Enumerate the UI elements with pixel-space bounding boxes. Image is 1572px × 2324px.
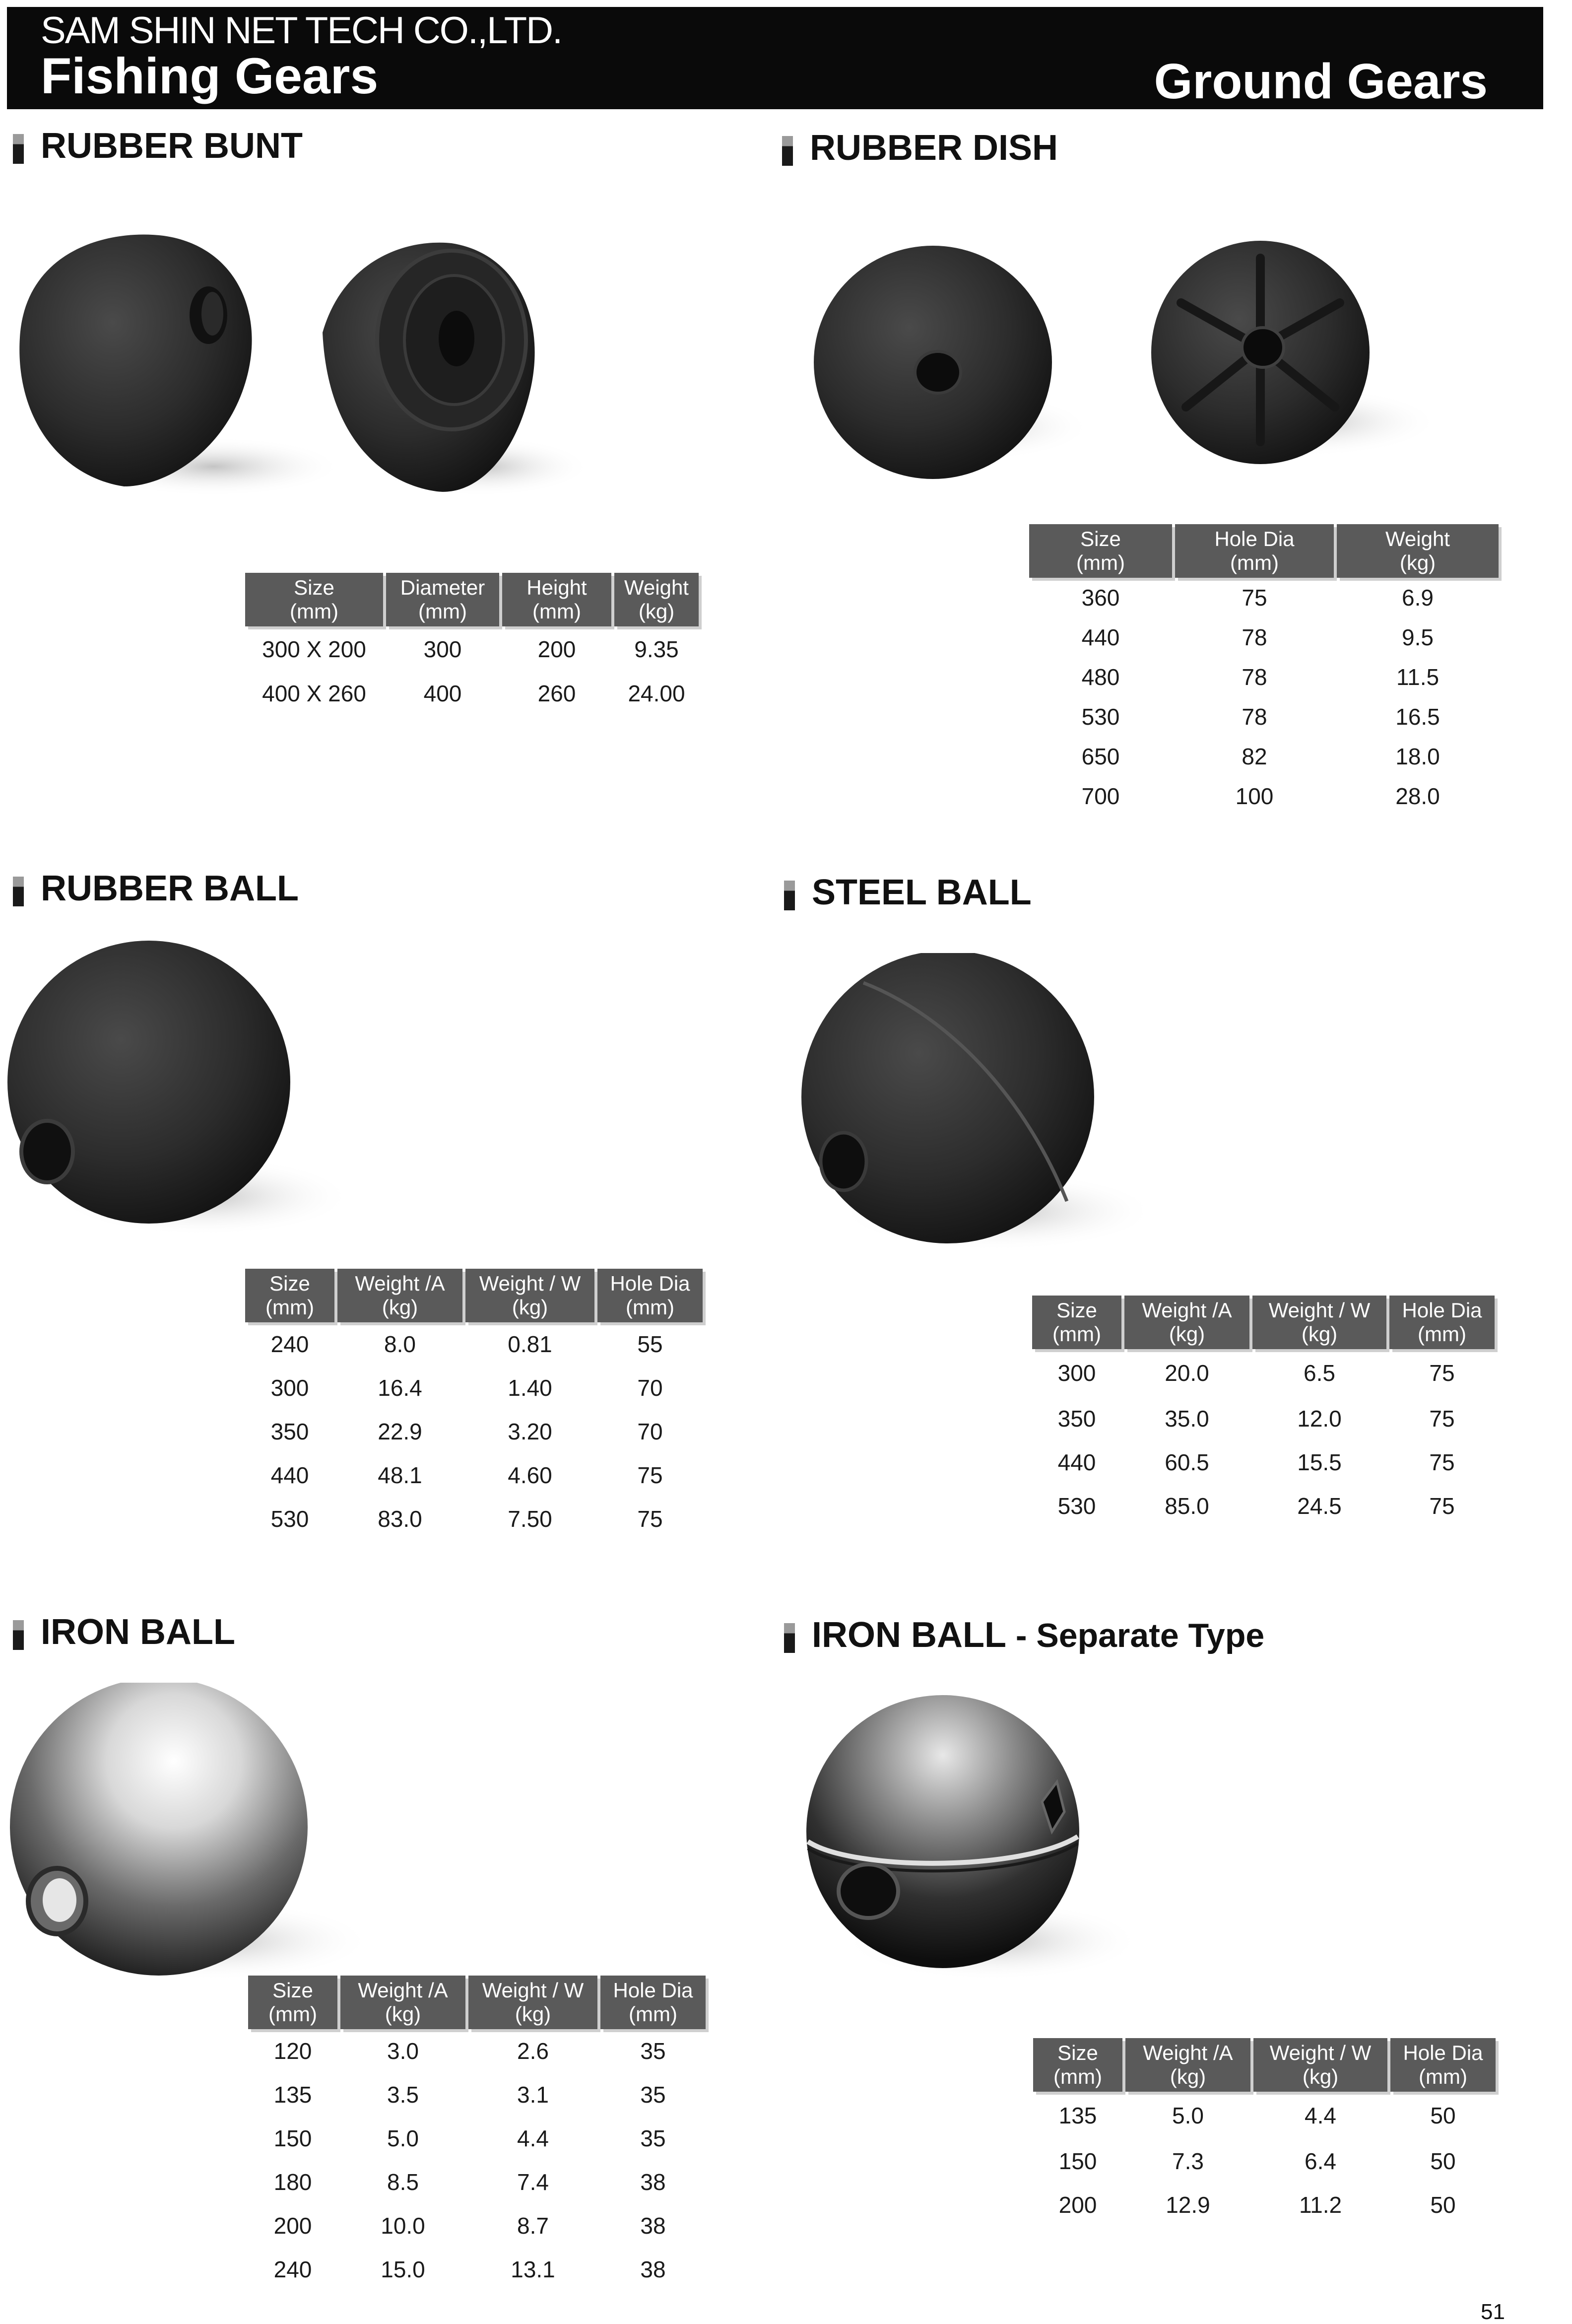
- table-cell: 5.0: [387, 2125, 419, 2151]
- rubber-bunt-spec-table: [242, 573, 702, 715]
- table-cell: 38: [640, 2213, 666, 2239]
- table-cell: 10.0: [381, 2213, 425, 2239]
- table-row: [1029, 697, 1499, 737]
- table-cell: 48.1: [378, 1462, 422, 1488]
- table-cell: 120: [273, 2038, 312, 2064]
- column-header: Height (mm): [502, 573, 611, 626]
- table-cell: 440: [1057, 1449, 1096, 1475]
- table-cell: 350: [1057, 1406, 1096, 1432]
- column-header: Weight (kg): [614, 573, 699, 626]
- table-cell: 75: [637, 1462, 663, 1488]
- table-row: [248, 2160, 706, 2204]
- iron-ball-separate-spec-table: [1030, 2038, 1499, 2227]
- table-cell: 83.0: [378, 1506, 422, 1532]
- column-header: Size (mm): [248, 1976, 337, 2029]
- table-cell: 5.0: [1172, 2103, 1204, 2128]
- column-header: Weight / W (kg): [468, 1976, 597, 2029]
- table-cell: 82: [1242, 744, 1267, 769]
- table-row: [245, 1322, 703, 1366]
- table-row: [1032, 1484, 1495, 1528]
- table-cell: 75: [1429, 1406, 1455, 1432]
- table-cell: 150: [273, 2125, 312, 2151]
- table-cell: 400: [423, 681, 462, 706]
- section-marker-icon: [784, 1623, 795, 1653]
- table-cell: 150: [1058, 2148, 1097, 2174]
- table-cell: 35.0: [1165, 1406, 1209, 1432]
- column-header: Weight /A (kg): [340, 1976, 465, 2029]
- table-cell: 24.00: [628, 681, 685, 706]
- column-header: Size (mm): [245, 573, 383, 626]
- table-row: [1029, 737, 1499, 776]
- table-cell: 300: [1057, 1360, 1096, 1386]
- table-cell: 35: [640, 2038, 666, 2064]
- table-row: [1032, 1440, 1495, 1484]
- section-title: [812, 1617, 1264, 1653]
- table-cell: 350: [270, 1419, 309, 1444]
- table-cell: 11.5: [1396, 664, 1440, 690]
- section-title: RUBBER BALL: [41, 869, 299, 908]
- table-row: [245, 626, 699, 672]
- iron-ball-spec-table: [245, 1976, 709, 2291]
- table-cell: 700: [1081, 783, 1120, 809]
- page-number: 51: [1481, 2300, 1505, 2324]
- column-header: Weight / W (kg): [465, 1269, 594, 1322]
- table-row: [1033, 2139, 1496, 2183]
- table-row: [1033, 2092, 1496, 2139]
- table-row: [248, 2073, 706, 2117]
- table-row: [1029, 657, 1499, 697]
- table-cell: 11.2: [1299, 2192, 1342, 2218]
- table-cell: 85.0: [1165, 1493, 1209, 1519]
- column-header: Size (mm): [1032, 1296, 1121, 1349]
- table-cell: 0.81: [508, 1331, 552, 1357]
- section-marker-icon: [13, 134, 24, 164]
- table-cell: 400 X 260: [262, 681, 366, 706]
- table-cell: 300: [423, 636, 462, 662]
- table-cell: 9.5: [1402, 624, 1434, 650]
- table-cell: 200: [537, 636, 576, 662]
- table-cell: 530: [1081, 704, 1120, 730]
- table-cell: 24.5: [1297, 1493, 1342, 1519]
- column-header: Weight (kg): [1337, 524, 1499, 578]
- column-header: Size (mm): [1029, 524, 1172, 578]
- iron-ball-separate-image: [794, 1693, 1171, 1990]
- table-cell: 240: [270, 1331, 309, 1357]
- steel-ball-spec-table: [1029, 1296, 1498, 1528]
- section-title-suffix: - Separate Type: [1006, 1617, 1265, 1654]
- table-cell: 300 X 200: [262, 636, 366, 662]
- table-row: [1033, 2183, 1496, 2227]
- column-header: Weight /A (kg): [1124, 1296, 1249, 1349]
- section-title: RUBBER DISH: [810, 128, 1058, 168]
- table-row: [1029, 776, 1499, 816]
- table-row: [245, 1497, 703, 1541]
- table-row: [1029, 578, 1499, 617]
- table-row: [245, 1410, 703, 1453]
- section-marker-icon: [782, 136, 793, 166]
- table-cell: 360: [1081, 585, 1120, 611]
- rubber-bunt-image: [5, 208, 590, 516]
- rubber-ball-image: [5, 938, 402, 1256]
- table-cell: 480: [1081, 664, 1120, 690]
- table-cell: 4.4: [1305, 2103, 1336, 2128]
- table-cell: 440: [1081, 624, 1120, 650]
- table-cell: 50: [1430, 2148, 1456, 2174]
- rubber-dish-image: [799, 228, 1474, 506]
- table-cell: 6.5: [1304, 1360, 1335, 1386]
- section-title: RUBBER BUNT: [41, 126, 303, 166]
- table-cell: 440: [270, 1462, 309, 1488]
- column-header: Weight / W (kg): [1253, 2038, 1387, 2092]
- column-header: Diameter (mm): [386, 573, 499, 626]
- iron-ball-image: [5, 1683, 412, 1990]
- table-cell: 240: [273, 2256, 312, 2282]
- column-header: Hole Dia (mm): [600, 1976, 706, 2029]
- table-cell: 13.1: [511, 2256, 555, 2282]
- table-cell: 15.0: [381, 2256, 425, 2282]
- table-cell: 3.1: [517, 2082, 549, 2108]
- table-cell: 1.40: [508, 1375, 552, 1401]
- column-header: Hole Dia (mm): [1390, 2038, 1496, 2092]
- table-cell: 260: [537, 681, 576, 706]
- table-row: [1032, 1397, 1495, 1440]
- table-cell: 180: [273, 2169, 312, 2195]
- rubber-dish-spec-table: [1026, 524, 1502, 816]
- table-cell: 135: [273, 2082, 312, 2108]
- table-cell: 7.4: [517, 2169, 549, 2195]
- page-header: [7, 7, 1543, 109]
- table-cell: 200: [273, 2213, 312, 2239]
- table-cell: 100: [1235, 783, 1274, 809]
- table-cell: 75: [1429, 1493, 1455, 1519]
- table-row: [245, 672, 699, 715]
- table-row: [248, 2248, 706, 2291]
- table-cell: 530: [1057, 1493, 1096, 1519]
- column-header: Weight /A (kg): [1125, 2038, 1250, 2092]
- table-cell: 20.0: [1165, 1360, 1209, 1386]
- section-marker-icon: [13, 877, 24, 906]
- table-cell: 78: [1242, 624, 1267, 650]
- table-cell: 75: [1429, 1449, 1455, 1475]
- table-cell: 530: [270, 1506, 309, 1532]
- table-cell: 38: [640, 2169, 666, 2195]
- table-cell: 35: [640, 2125, 666, 2151]
- table-cell: 7.3: [1172, 2148, 1204, 2174]
- table-cell: 3.20: [508, 1419, 552, 1444]
- column-header: Weight /A (kg): [337, 1269, 462, 1322]
- table-row: [248, 2117, 706, 2160]
- column-header: Size (mm): [245, 1269, 334, 1322]
- table-cell: 35: [640, 2082, 666, 2108]
- catalog-title: Fishing Gears: [41, 48, 379, 104]
- table-cell: 200: [1058, 2192, 1097, 2218]
- table-cell: 16.5: [1395, 704, 1440, 730]
- table-row: [1032, 1349, 1495, 1397]
- table-cell: 8.0: [384, 1331, 416, 1357]
- steel-ball-image: [789, 953, 1196, 1271]
- section-title-main: IRON BALL: [812, 1615, 1006, 1655]
- table-row: [245, 1453, 703, 1497]
- table-cell: 16.4: [378, 1375, 422, 1401]
- rubber-ball-spec-table: [242, 1269, 706, 1541]
- column-header: Size (mm): [1033, 2038, 1122, 2092]
- section-marker-icon: [13, 1620, 24, 1650]
- company-name: SAM SHIN NET TECH CO.,LTD.: [41, 9, 562, 52]
- table-cell: 8.7: [517, 2213, 549, 2239]
- table-cell: 55: [637, 1331, 663, 1357]
- table-cell: 135: [1058, 2103, 1097, 2128]
- table-cell: 4.4: [517, 2125, 549, 2151]
- table-cell: 3.0: [387, 2038, 419, 2064]
- table-cell: 50: [1430, 2192, 1456, 2218]
- table-cell: 650: [1081, 744, 1120, 769]
- table-row: [248, 2029, 706, 2073]
- table-cell: 3.5: [387, 2082, 419, 2108]
- table-cell: 50: [1430, 2103, 1456, 2128]
- table-cell: 6.4: [1305, 2148, 1336, 2174]
- table-cell: 8.5: [387, 2169, 419, 2195]
- table-row: [248, 2204, 706, 2248]
- table-cell: 12.9: [1166, 2192, 1210, 2218]
- table-cell: 7.50: [508, 1506, 552, 1532]
- table-cell: 9.35: [634, 636, 679, 662]
- table-cell: 78: [1242, 664, 1267, 690]
- table-cell: 38: [640, 2256, 666, 2282]
- table-row: [1029, 617, 1499, 657]
- table-cell: 12.0: [1297, 1406, 1342, 1432]
- table-cell: 60.5: [1165, 1449, 1209, 1475]
- table-cell: 300: [270, 1375, 309, 1401]
- section-title: STEEL BALL: [812, 873, 1032, 912]
- section-title: IRON BALL: [41, 1612, 235, 1652]
- column-header: Hole Dia (mm): [597, 1269, 703, 1322]
- table-cell: 4.60: [508, 1462, 552, 1488]
- table-row: [245, 1366, 703, 1410]
- column-header: Hole Dia (mm): [1389, 1296, 1495, 1349]
- table-cell: 15.5: [1297, 1449, 1342, 1475]
- table-cell: 28.0: [1395, 783, 1440, 809]
- table-cell: 78: [1242, 704, 1267, 730]
- table-cell: 70: [637, 1419, 663, 1444]
- column-header: Weight / W (kg): [1252, 1296, 1386, 1349]
- category-title: Ground Gears: [1154, 54, 1488, 109]
- table-cell: 75: [1242, 585, 1267, 611]
- table-cell: 70: [637, 1375, 663, 1401]
- column-header: Hole Dia (mm): [1175, 524, 1334, 578]
- table-cell: 75: [1429, 1360, 1455, 1386]
- table-cell: 22.9: [378, 1419, 422, 1444]
- table-cell: 6.9: [1402, 585, 1434, 611]
- table-cell: 75: [637, 1506, 663, 1532]
- section-marker-icon: [784, 881, 795, 910]
- table-cell: 18.0: [1395, 744, 1440, 769]
- table-cell: 2.6: [517, 2038, 549, 2064]
